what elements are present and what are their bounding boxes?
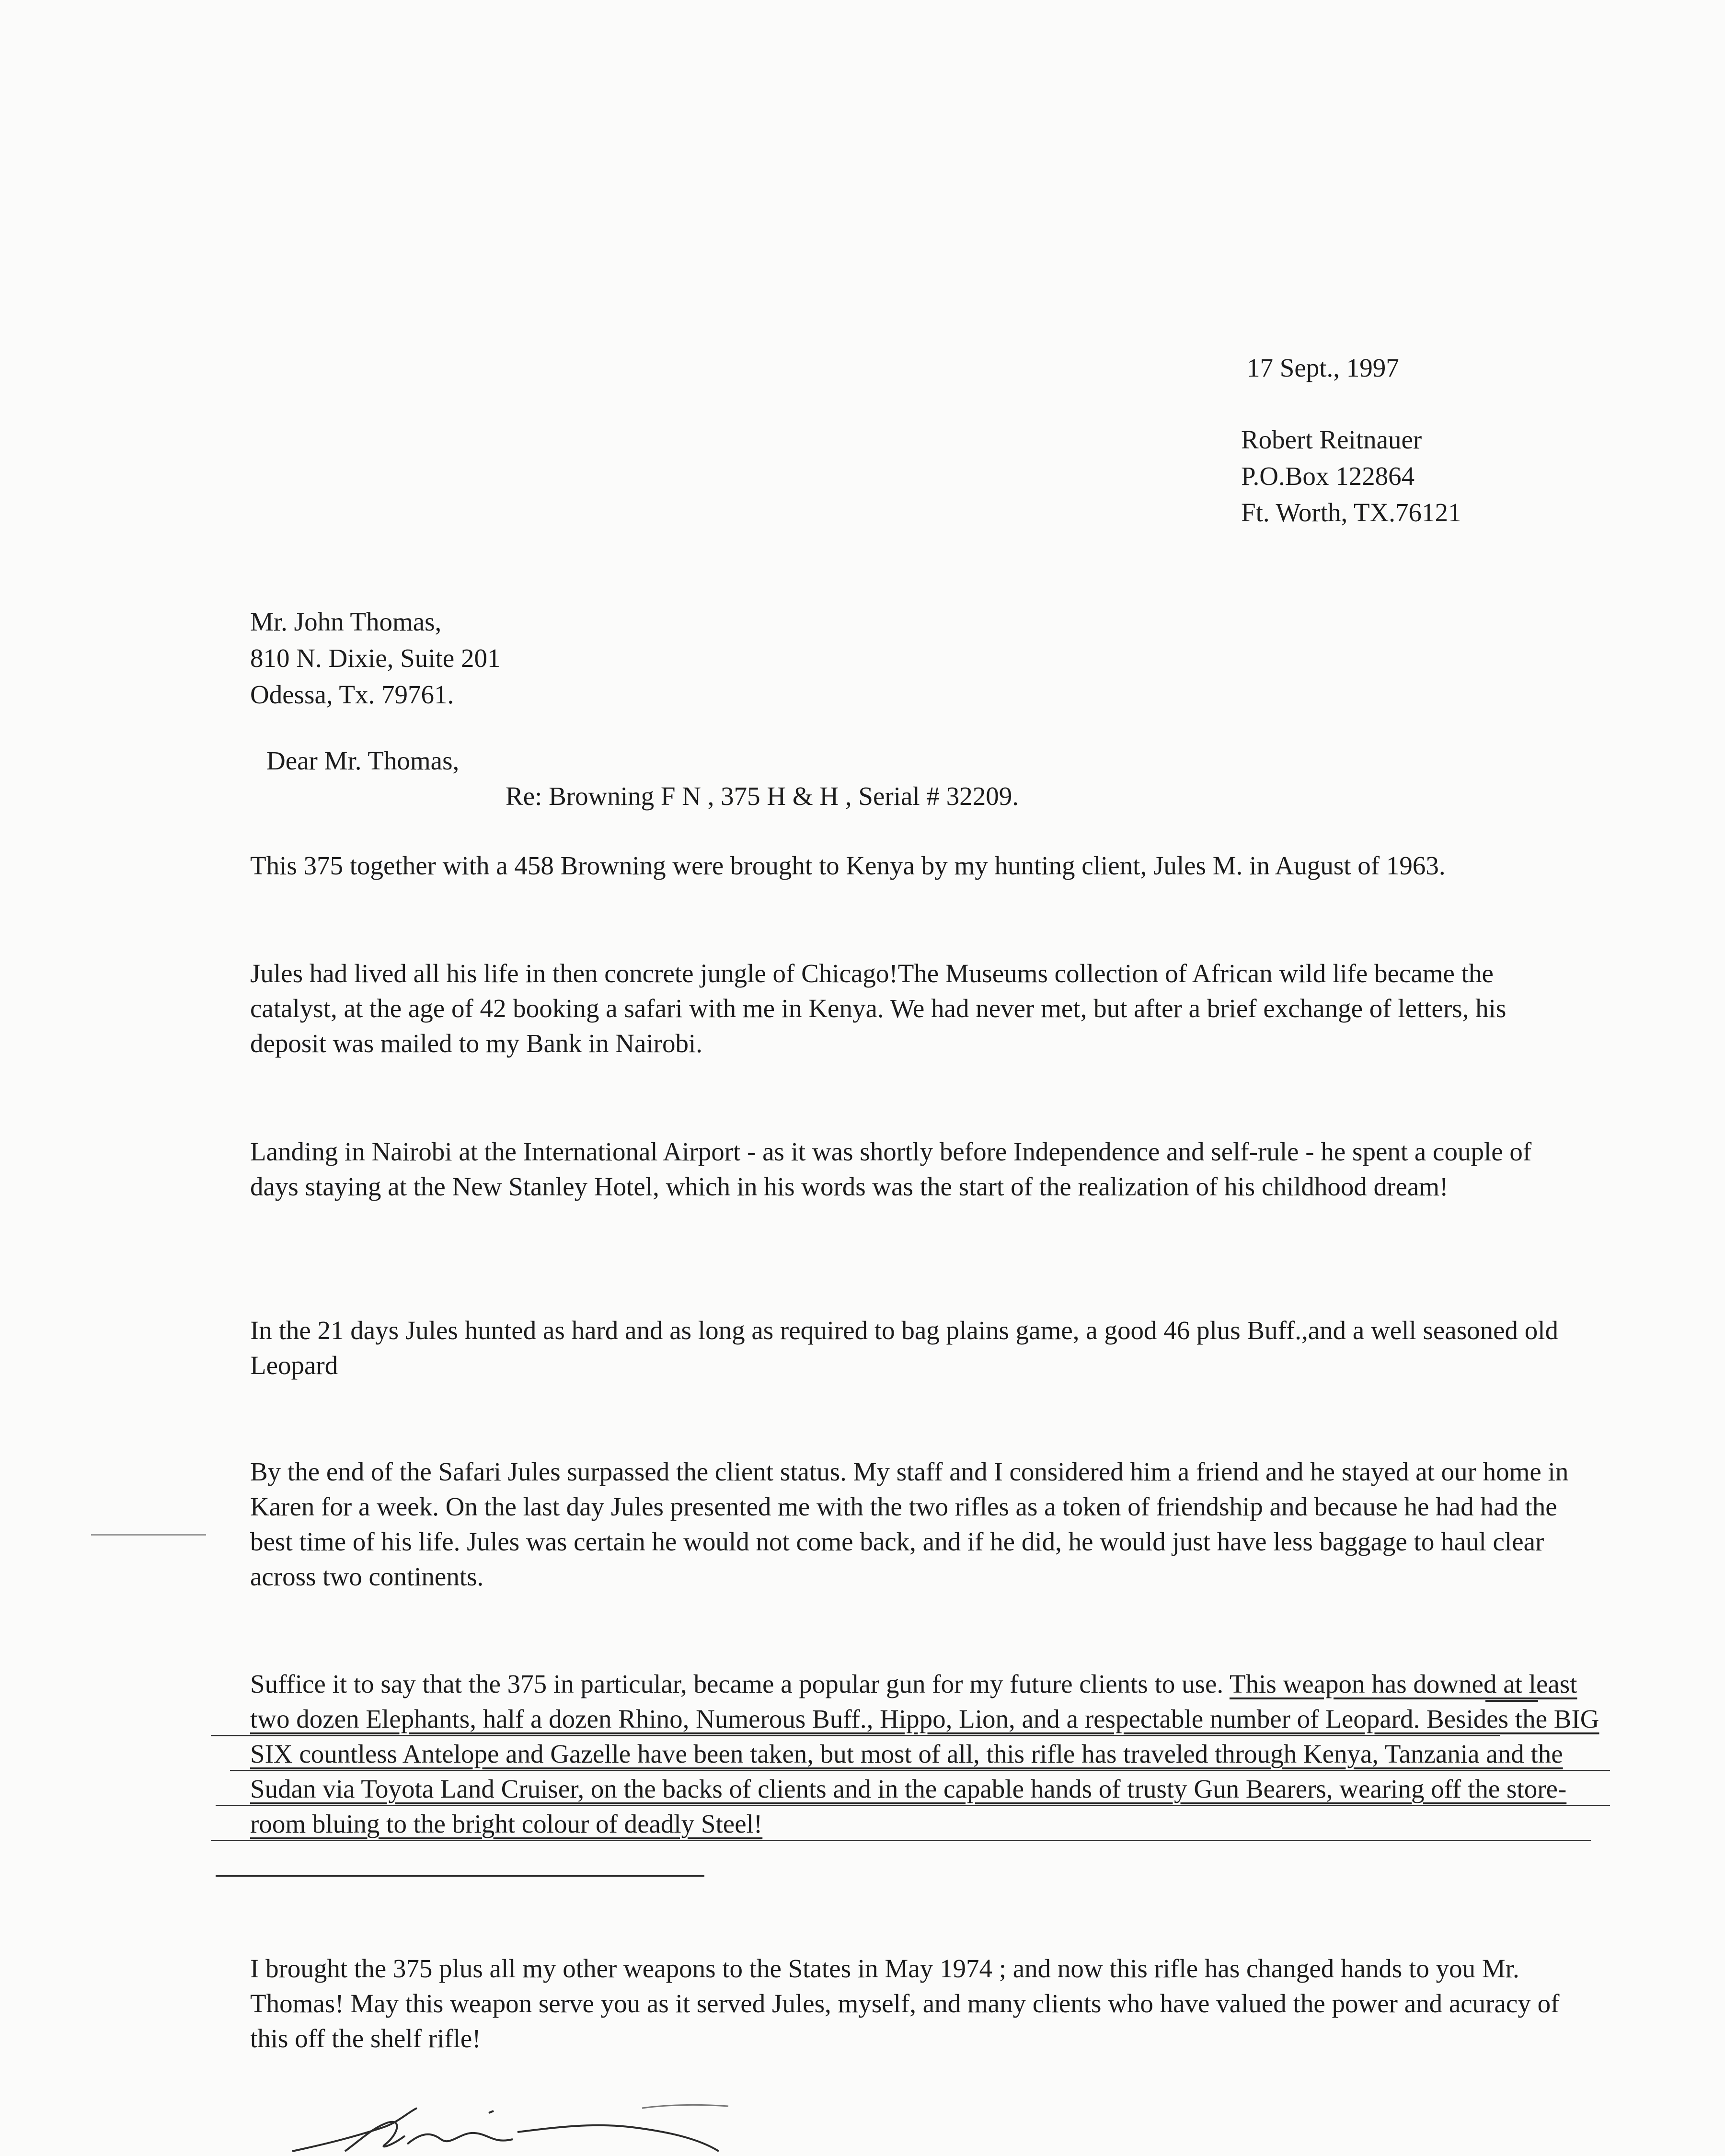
recipient-city: Odessa, Tx. 79761.: [250, 680, 454, 709]
paragraph-friendship: By the end of the Safari Jules surpassed the client status. My staff and I considered him a friend and he stayed at our home in Karen for a week. On the last day Jules presented me with the two rifles as a token of friendship and because he had had the best time of his life. Jules was certain he would not come back, and if he did, he would just have less baggage to haul clear across two continents.: [250, 1457, 1569, 1591]
hand-rule-4: [216, 1805, 1610, 1806]
paragraph-hunt: In the 21 days Jules hunted as hard and as long as required to bag plains game, a good 46 plus Buff.,and a well seasoned old Leopard: [250, 1316, 1559, 1380]
hand-rule-2: [211, 1735, 1500, 1736]
rifle-history-underlined: This weapon has downed at least two dozen Elephants, half a dozen Rhino, Numerous Buff., Hippo, Lion, and a respectable number of Leopard. Besides the BIG SIX countless Antelope and Gazelle have been taken, but most of all, this rifle has traveled through Kenya, Tanzania and the Sudan via Toyota Land Cruiser, on the backs of clients and in the capable hands of trusty Gun Bearers, wearing off the store-room bluing to the bright colour of deadly Steel!: [250, 1669, 1599, 1838]
recipient-street: 810 N. Dixie, Suite 201: [250, 643, 501, 673]
paragraph-arrival: This 375 together with a 458 Browning were brought to Kenya by my hunting client, Jules M. in August of 1963.: [250, 851, 1446, 880]
salutation: Dear Mr. Thomas,: [266, 746, 460, 775]
paragraph-chicago: Jules had lived all his life in then concrete jungle of Chicago!The Museums collection of African wild life became the catalyst, at the age of 42 booking a safari with me in Kenya. We had never met, but after a brief exchange of letters, his deposit was mailed to my Bank in Nairobi.: [250, 959, 1506, 1058]
paragraph-nairobi: Landing in Nairobi at the International Airport - as it was shortly before Independence and self-rule - he spent a couple of days staying at the New Stanley Hotel, which in his words was the start of the realization of his childhood dream!: [250, 1137, 1532, 1201]
hand-rule-5: [211, 1840, 1591, 1841]
letter-date: 17 Sept., 1997: [1247, 353, 1399, 382]
paragraph-transfer: I brought the 375 plus all my other weapons to the States in May 1974 ; and now this rifle has changed hands to you Mr. Thomas! May this weapon serve you as it served Jules, myself, and many clients who have valued the power and acuracy of this off the shelf rifle!: [250, 1954, 1560, 2053]
sender-block: [1241, 350, 1461, 531]
rifle-history-intro: Suffice it to say that the 375 in particular, became a popular gun for my future clients to use.: [250, 1669, 1230, 1698]
sender-city: Ft. Worth, TX.76121: [1241, 498, 1461, 527]
hand-rule-6: [216, 1875, 704, 1877]
hand-rule-1: [1485, 1700, 1538, 1702]
hand-rule-3: [230, 1770, 1610, 1771]
signature-scribble: [288, 2099, 910, 2156]
recipient-name: Mr. John Thomas,: [250, 607, 442, 636]
recipient-block: [250, 604, 500, 713]
scan-margin-mark: [91, 1534, 206, 1536]
sender-name: Robert Reitnauer: [1241, 425, 1422, 454]
sender-po-box: P.O.Box 122864: [1241, 461, 1415, 491]
subject-line: Re: Browning F N , 375 H & H , Serial # 32209.: [506, 781, 1019, 811]
paragraph-rifle-history: [250, 1666, 1606, 1841]
